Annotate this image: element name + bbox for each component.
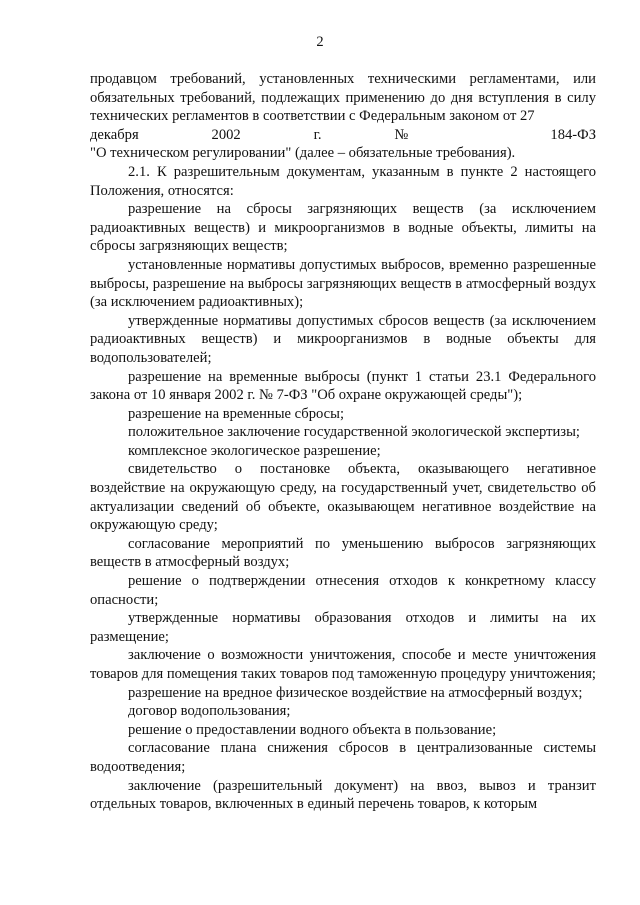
- list-item-temporary-discharges: разрешение на временные сбросы;: [128, 405, 345, 422]
- page-number: 2: [316, 34, 324, 50]
- paragraph-date-line: декабря 2002 г. № 184-ФЗ: [90, 126, 596, 143]
- list-item-waste-standards: утвержденные нормативы образования отходов и лимиты на их размещение;: [90, 610, 596, 645]
- document-body: [90, 70, 596, 814]
- list-item-emission-standards: установленные нормативы допустимых выбросов, временно разрешенные выбросы, разрешение на выбросы загрязняющих веществ в атмосферный воздух (за исключением радиоактивных);: [90, 256, 596, 311]
- list-item-water-body-decision: решение о предоставлении водного объекта в пользование;: [128, 721, 497, 738]
- list-item-discharge-reduction-plan: согласование плана снижения сбросов в централизованные системы водоотведения;: [90, 740, 596, 775]
- paragraph-law-title: "О техническом регулировании" (далее – обязательные требования).: [90, 145, 516, 162]
- list-item-waste-hazard-class: решение о подтверждении отнесения отходов к конкретному классу опасности;: [90, 573, 596, 608]
- list-item-discharge-standards: утвержденные нормативы допустимых сбросов веществ (за исключением радиоактивных веществ) и микроорганизмов в водные объекты для водопользователей;: [90, 312, 596, 366]
- list-item-ecological-expertise: положительное заключение государственной экологической экспертизы;: [128, 424, 580, 441]
- list-item-water-use-agreement: договор водопользования;: [128, 703, 291, 720]
- list-item-complex-permit: комплексное экологическое разрешение;: [128, 442, 381, 459]
- list-item-temporary-emissions: разрешение на временные выбросы (пункт 1 статьи 23.1 Федерального закона от 10 января 2002 г. № 7-ФЗ "Об охране окружающей среды");: [90, 368, 596, 404]
- list-item-import-export-conclusion: заключение (разрешительный документ) на ввоз, вывоз и транзит отдельных товаров, включенных в единый перечень товаров, к которым: [90, 777, 596, 813]
- list-item-discharge-permit: разрешение на сбросы загрязняющих веществ (за исключением радиоактивных веществ) и микроорганизмов в водные объекты, лимиты на сбросы загрязняющих веществ;: [90, 201, 596, 255]
- list-item-physical-impact-permit: разрешение на вредное физическое воздействие на атмосферный воздух;: [128, 684, 583, 701]
- list-item-registration-certificate: свидетельство о постановке объекта, оказывающего негативное воздействие на окружающую среду, на государственный учет, свидетельство об актуализации сведений об объекте, оказывающем негативное воздействие на окружающую среду;: [90, 461, 596, 534]
- list-item-destruction-conclusion: заключение о возможности уничтожения, способе и месте уничтожения товаров для помещения таких товаров под таможенную процедуру уничтожения;: [90, 647, 596, 682]
- paragraph-continuation: продавцом требований, установленных техническими регламентами, или обязательных требований, подлежащих применению до дня вступления в силу технических регламентов в соответствии с Федеральным законом от 27: [90, 71, 596, 125]
- paragraph-section-2-1: 2.1. К разрешительным документам, указанным в пункте 2 настоящего Положения, относятся:: [90, 163, 596, 199]
- list-item-emission-reduction: согласование мероприятий по уменьшению выбросов загрязняющих веществ в атмосферный воздух;: [90, 535, 596, 571]
